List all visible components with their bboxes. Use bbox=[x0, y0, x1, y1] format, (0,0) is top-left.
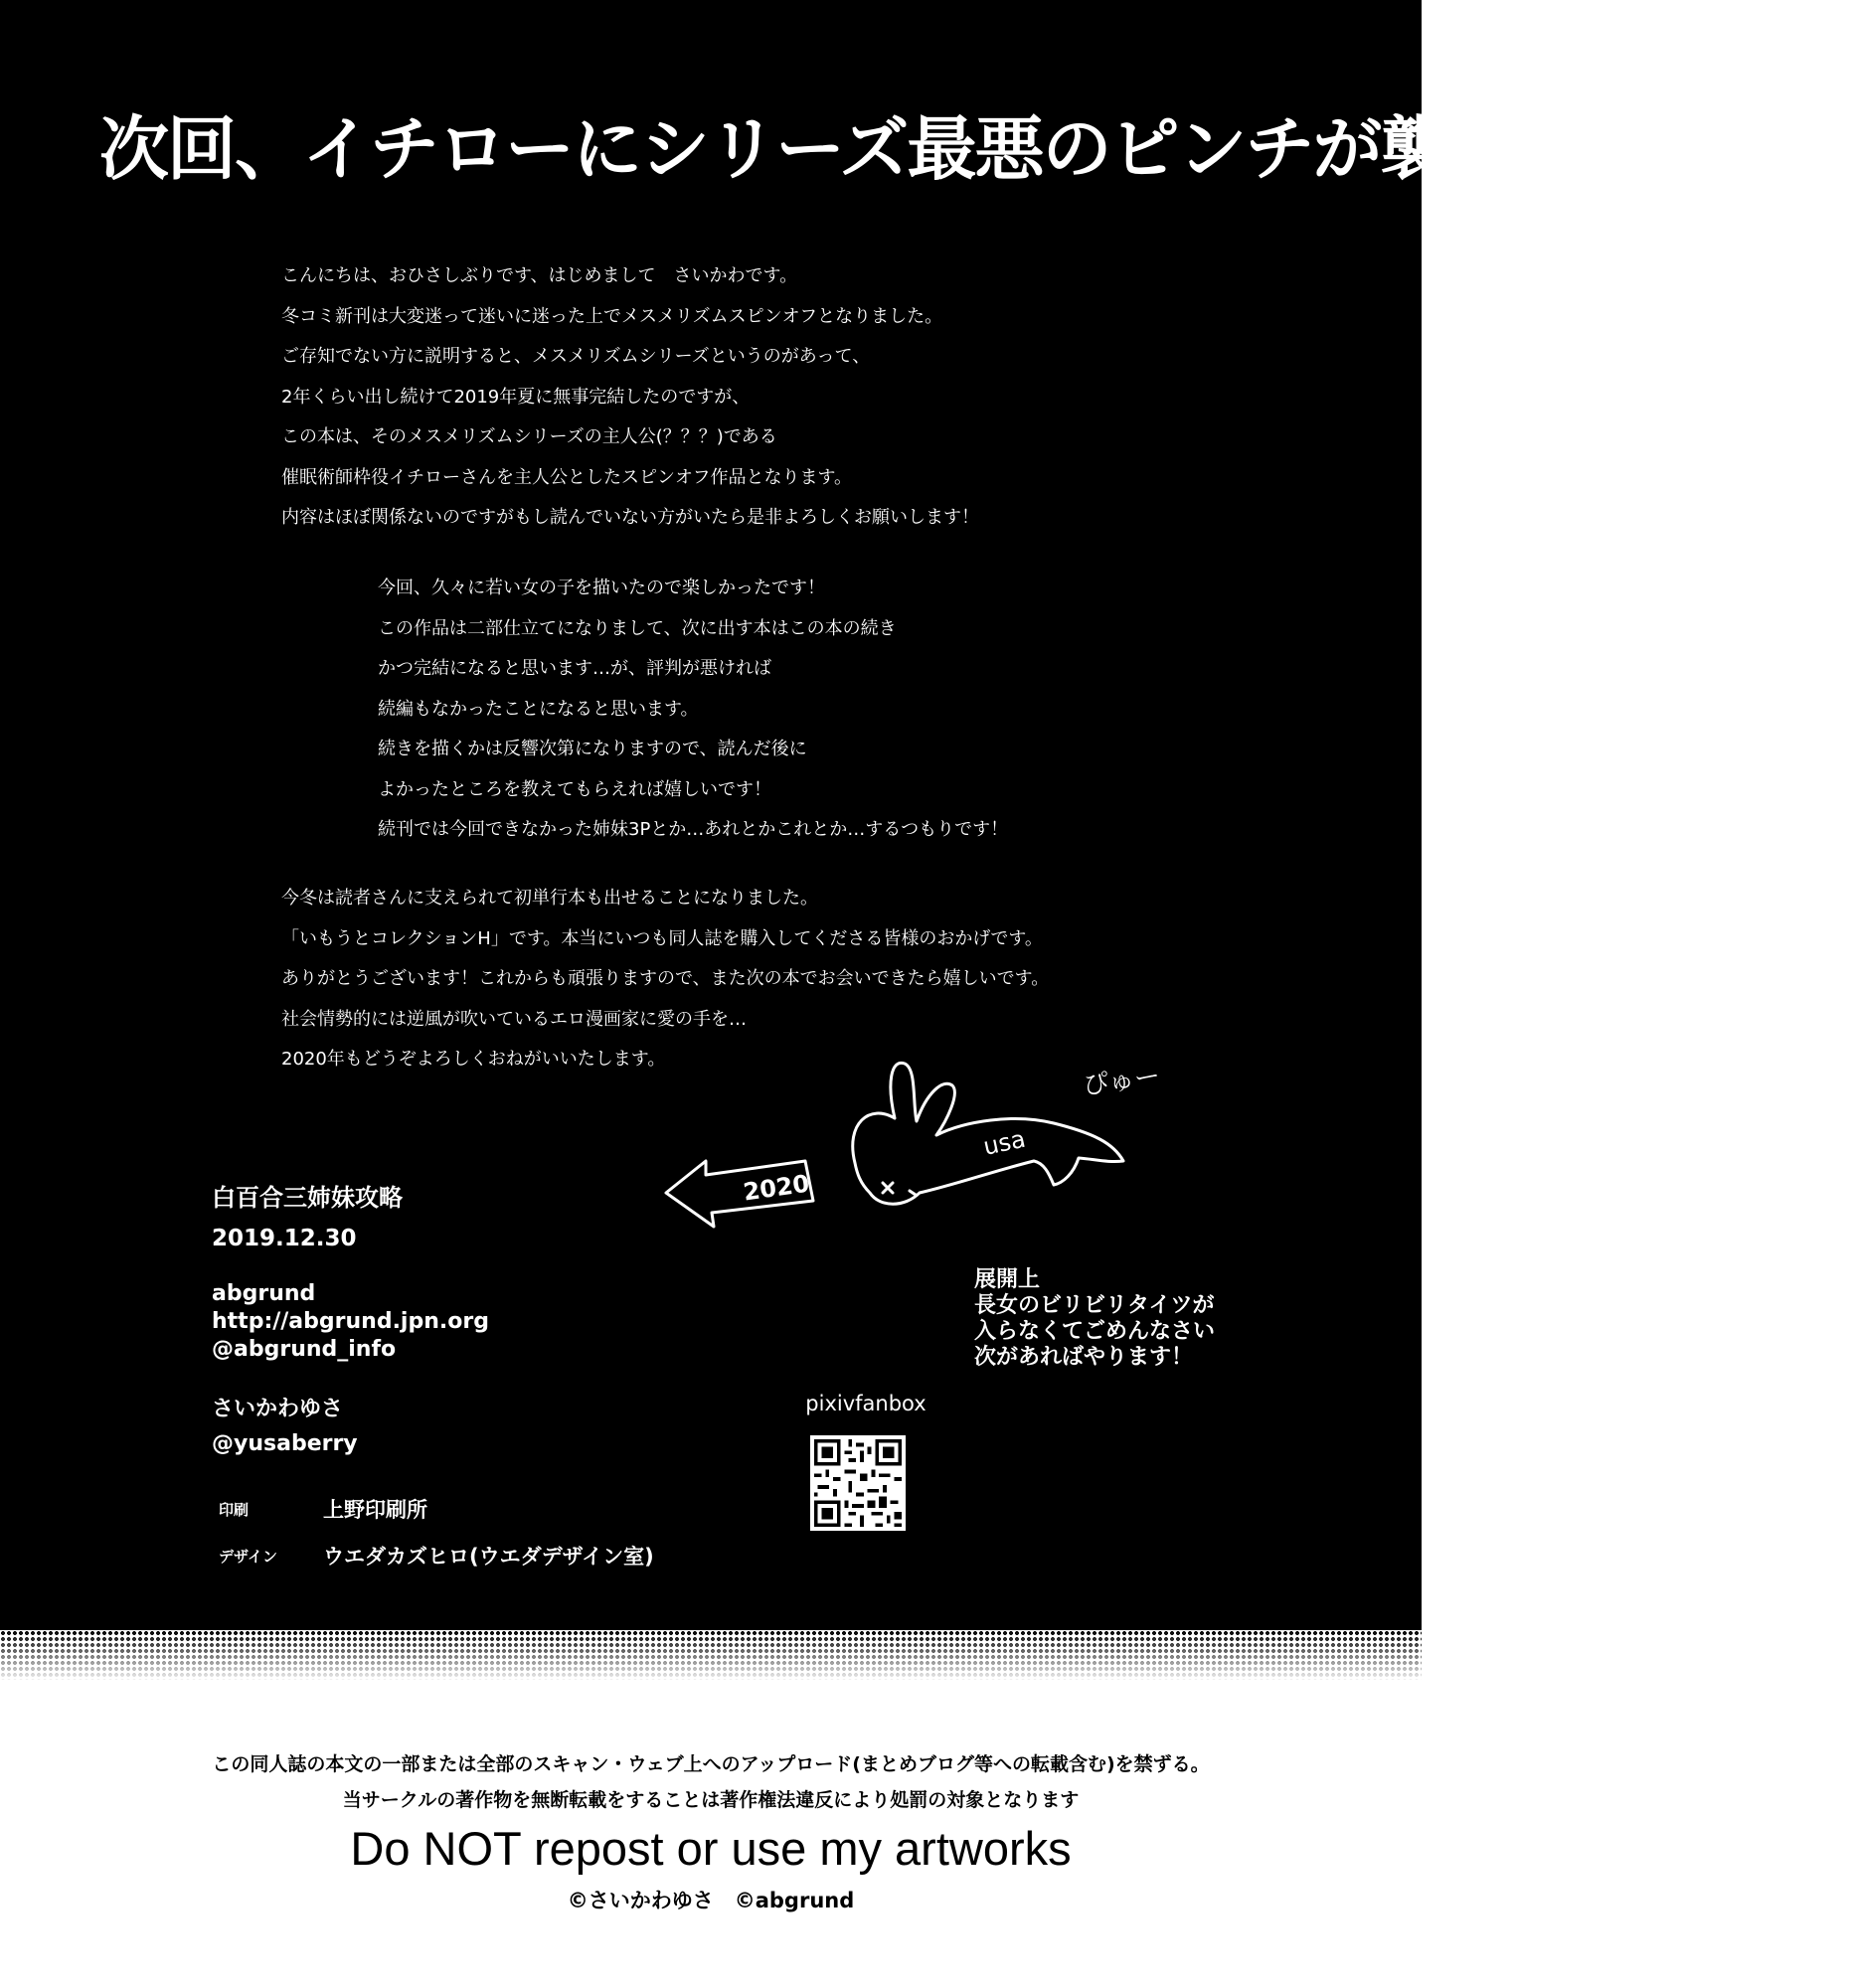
message-line: 社会情勢的には逆風が吹いているエロ漫画家に愛の手を… bbox=[281, 1008, 747, 1030]
message-line: 2020年もどうぞよろしくおねがいいたします。 bbox=[281, 1049, 666, 1070]
message-line: この本は、そのメスメリズムシリーズの主人公(？？？)である bbox=[281, 426, 777, 447]
message-line: 「いもうとコレクションH」です。本当にいつも同人誌を購入してくださる皆様のおかげです。 bbox=[281, 927, 1043, 949]
message-line: こんにちは、おひさしぶりです、はじめまして さいかわです。 bbox=[281, 265, 798, 286]
qr-code-icon[interactable] bbox=[810, 1435, 906, 1531]
message-line: 続編もなかったことになると思います。 bbox=[378, 698, 699, 720]
circle-twitter[interactable]: @abgrund_info bbox=[212, 1337, 397, 1362]
message-line: 冬コミ新刊は大変迷って迷いに迷った上でメスメリズムスピンオフとなりました。 bbox=[281, 305, 943, 327]
credit-label-print: 印刷 bbox=[219, 1501, 250, 1519]
message-line: 続刊では今回できなかった姉妹3Pとか…あれとかこれとか…するつもりです！ bbox=[378, 819, 1009, 840]
message-line: 続きを描くかは反響次第になりますので、読んだ後に bbox=[378, 739, 807, 759]
message-line: ありがとうございます！これからも頑張りますので、また次の本でお会いできたら嬉しいです。 bbox=[281, 968, 1050, 989]
message-line: よかったところを教えてもらえれば嬉しいです！ bbox=[378, 778, 771, 800]
author-info bbox=[212, 1392, 358, 1461]
circle-url[interactable]: http://abgrund.jpn.org bbox=[212, 1309, 489, 1334]
arrow-year-text: 2020 bbox=[741, 1169, 811, 1207]
message-line: 今冬は読者さんに支えられて初単行本も出せることになりました。 bbox=[281, 888, 818, 909]
apology-notice bbox=[974, 1267, 1215, 1371]
notice-line: 長女のビリビリタイツが bbox=[974, 1293, 1215, 1318]
footer-english-warning: Do NOT repost or use my artworks bbox=[350, 1822, 1072, 1875]
message-line: 今回、久々に若い女の子を描いたので楽しかったです！ bbox=[378, 578, 825, 598]
credit-label-design: デザイン bbox=[219, 1548, 277, 1566]
pixiv-fanbox-label: pixivfanbox bbox=[805, 1392, 927, 1415]
message-paragraph-2 bbox=[378, 569, 1008, 851]
rabbit-body-text: usa bbox=[980, 1124, 1029, 1161]
message-line: 2年くらい出し続けて2019年夏に無事完結したのですが、 bbox=[281, 386, 751, 408]
message-line: かつ完結になると思います…が、評判が悪ければ bbox=[378, 658, 771, 679]
footer-warning-line-2: 当サークルの著作物を無断転載をすることは著作権法違反により処罰の対象となります bbox=[342, 1789, 1080, 1811]
message-line: 内容はほぼ関係ないのですがもし読んでいない方がいたら是非よろしくお願いします！ bbox=[281, 507, 979, 528]
credit-value-design: ウエダカズヒロ(ウエダデザイン室) bbox=[323, 1545, 654, 1569]
book-title: 白百合三姉妹攻略 bbox=[212, 1184, 403, 1212]
halftone-divider bbox=[0, 1630, 1422, 1680]
message-paragraph-1 bbox=[281, 256, 979, 539]
footer-warning-line-1: この同人誌の本文の一部または全部のスキャン・ウェブ上へのアップロード(まとめブログ等への転載含む)を禁ずる。 bbox=[212, 1753, 1210, 1775]
notice-line: 次があればやります！ bbox=[974, 1345, 1194, 1370]
release-date: 2019.12.30 bbox=[212, 1226, 357, 1251]
circle-info bbox=[212, 1280, 489, 1364]
rabbit-doodle bbox=[656, 1034, 1223, 1252]
credit-value-print: 上野印刷所 bbox=[323, 1498, 427, 1522]
circle-name: abgrund bbox=[212, 1281, 316, 1306]
message-line: この作品は二部仕立てになりまして、次に出す本はこの本の続き bbox=[378, 617, 897, 639]
message-line: 催眠術師枠役イチローさんを主人公としたスピンオフ作品となります。 bbox=[281, 466, 853, 488]
notice-line: 入らなくてごめんなさい bbox=[974, 1319, 1216, 1344]
footer-copyright: ©さいかわゆさ ©abgrund bbox=[567, 1889, 855, 1912]
author-name: さいかわゆさ bbox=[212, 1397, 344, 1421]
headline: 次回、イチローにシリーズ最悪のピンチが襲いかかる…！ bbox=[99, 108, 1854, 190]
author-twitter[interactable]: @yusaberry bbox=[212, 1431, 358, 1456]
notice-line: 展開上 bbox=[974, 1267, 1041, 1292]
sound-effect-text: ぴゅー bbox=[1081, 1061, 1163, 1102]
message-line: ご存知でない方に説明すると、メスメリズムシリーズというのがあって、 bbox=[281, 346, 871, 367]
